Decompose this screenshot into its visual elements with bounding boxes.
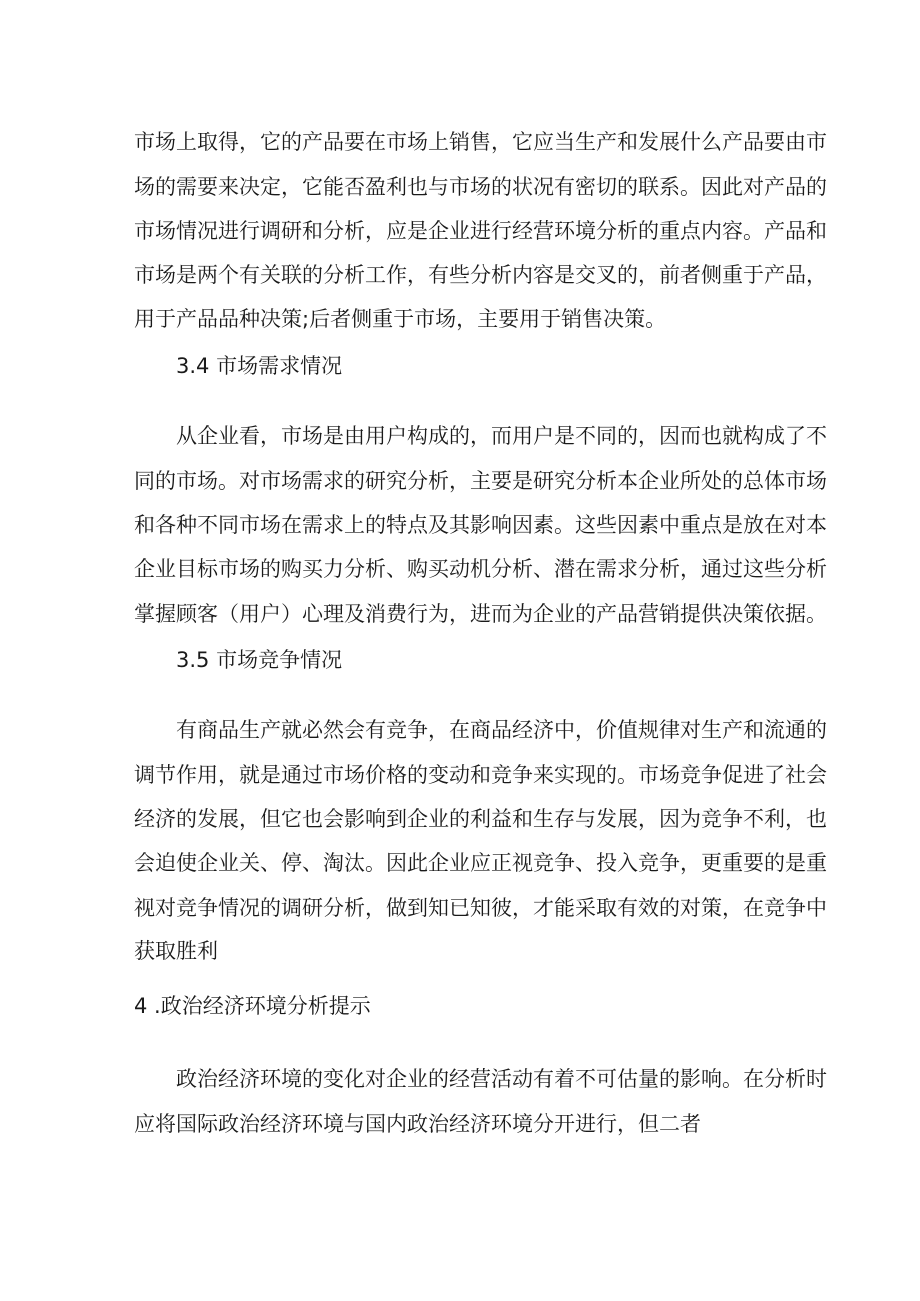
paragraph-line: 视对竞争情况的调研分析，做到知已知彼，才能采取有效的对策，在竞争中 bbox=[134, 896, 827, 920]
paragraph-line: 从企业看，市场是由用户构成的，而用户是不同的，因而也就构成了不 bbox=[176, 424, 827, 448]
paragraph-line: 有商品生产就必然会有竞争，在商品经济中，价值规律对生产和流通的 bbox=[176, 718, 827, 742]
paragraph-line: 场的需要来决定，它能否盈利也与市场的状况有密切的联系。因此对产品的 bbox=[134, 175, 827, 199]
paragraph-line: 政治经济环境的变化对企业的经营活动有着不可估量的影响。在分析时 bbox=[176, 1067, 827, 1091]
paragraph-line: 市场上取得，它的产品要在市场上销售，它应当生产和发展什么产品要由市 bbox=[134, 130, 827, 154]
section-heading-4: 4 .政治经济环境分析提示 bbox=[134, 994, 371, 1018]
paragraph-line: 市场是两个有关联的分析工作，有些分析内容是交叉的，前者侧重于产品， bbox=[134, 263, 827, 287]
paragraph-line: 调节作用，就是通过市场价格的变动和竞争来实现的。市场竞争促进了社会 bbox=[134, 763, 827, 787]
section-heading-3-4: 3.4 市场需求情况 bbox=[176, 354, 343, 378]
paragraph-line: 经济的发展，但它也会影响到企业的利益和生存与发展，因为竞争不利，也 bbox=[134, 807, 827, 831]
paragraph-line: 掌握顾客（用户）心理及消费行为，进而为企业的产品营销提供决策依据。 bbox=[134, 602, 827, 626]
paragraph-line: 获取胜利 bbox=[134, 939, 218, 963]
section-heading-3-5: 3.5 市场竞争情况 bbox=[176, 648, 343, 672]
paragraph-line: 同的市场。对市场需求的研究分析，主要是研究分析本企业所处的总体市场 bbox=[134, 469, 827, 493]
paragraph-line: 用于产品品种决策;后者侧重于市场，主要用于销售决策。 bbox=[134, 307, 667, 331]
paragraph-line: 会迫使企业关、停、淘汰。因此企业应正视竞争、投入竞争，更重要的是重 bbox=[134, 851, 827, 875]
paragraph-line: 企业目标市场的购买力分析、购买动机分析、潜在需求分析，通过这些分析 bbox=[134, 557, 827, 581]
paragraph-line: 和各种不同市场在需求上的特点及其影响因素。这些因素中重点是放在对本 bbox=[134, 513, 827, 537]
paragraph-line: 应将国际政治经济环境与国内政治经济环境分开进行，但二者 bbox=[134, 1112, 701, 1136]
paragraph-line: 市场情况进行调研和分析，应是企业进行经营环境分析的重点内容。产品和 bbox=[134, 219, 827, 243]
